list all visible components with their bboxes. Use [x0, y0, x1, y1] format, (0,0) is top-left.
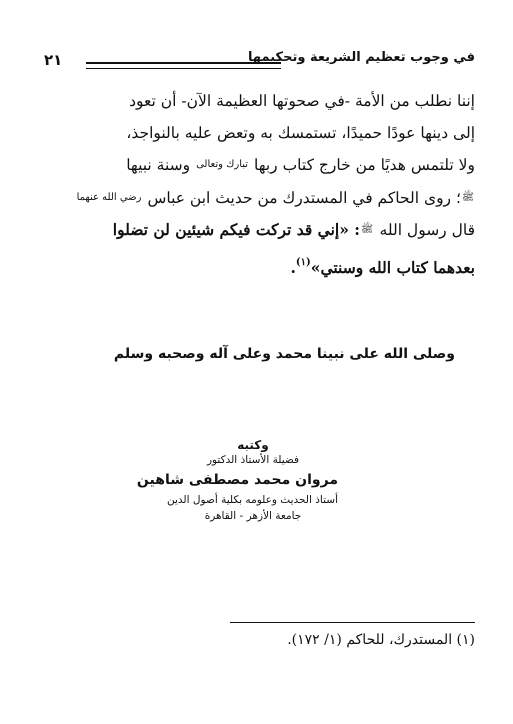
footnote-reference[interactable]: (١) [295, 256, 311, 268]
honorific-glyph: تبارك وتعالى [196, 159, 249, 171]
footnote: (١) المستدرك، للحاكم (١/ ١٧٢). [287, 632, 475, 648]
text-line-5-part-1: قال رسول الله [379, 221, 475, 240]
text-line-6-part-1: بعدهما كتاب الله وسنتي» [310, 257, 475, 277]
author-position: أستاذ الحديث وعلومه بكلية أصول الدين [167, 494, 338, 506]
author-university: جامعة الأزهر - القاهرة [204, 510, 302, 522]
text-line-2-text: إلى دينها عودًا حميدًا، تستمسك به وتعض عليه بالنواجذ، [126, 123, 475, 142]
signature-block [136, 437, 338, 524]
text-line-5-part-2: : «إني قد تركت فيكم شيئين لن تضلوا [112, 220, 361, 240]
text-line-3-part-1: ولا تلتمس هديًا من خارج كتاب ربها [253, 156, 475, 175]
header-rule [86, 62, 281, 69]
closing-blessing: وصلى الله على نبينا محمد وعلى آله وصحبه وسلم [113, 346, 455, 362]
text-line-5 [38, 214, 475, 247]
text-line-3-part-2: وسنة نبيها [126, 156, 191, 175]
text-line-2 [38, 118, 475, 150]
signature-title: فضيلة الأستاذ الدكتور [206, 454, 300, 466]
text-line-3 [38, 149, 475, 182]
footnote-rule [230, 622, 475, 623]
honorific-glyph: رضي الله عنهما [76, 191, 142, 203]
main-paragraph [38, 86, 475, 284]
running-header-title: في وجوب تعظيم الشريعة وتحكيمها [248, 50, 475, 65]
text-line-6 [38, 247, 475, 284]
text-line-4 [38, 182, 475, 215]
text-line-6-end: . [290, 257, 296, 277]
honorific-glyph: ﷺ [361, 224, 374, 236]
page-number: ٢١ [44, 51, 63, 69]
signature-intro: وكتبه [237, 438, 269, 452]
text-line-1-text: إننا نطلب من الأمة -في صحوتها العظيمة الآن- أن تعود [129, 92, 475, 110]
text-line-4-part-1: ؛ روى الحاكم في المستدرك من حديث ابن عباس [147, 188, 461, 207]
author-name: مروان محمد مصطفى شاهين [136, 472, 338, 488]
text-line-1 [38, 86, 475, 118]
honorific-glyph: ﷺ [461, 191, 474, 203]
